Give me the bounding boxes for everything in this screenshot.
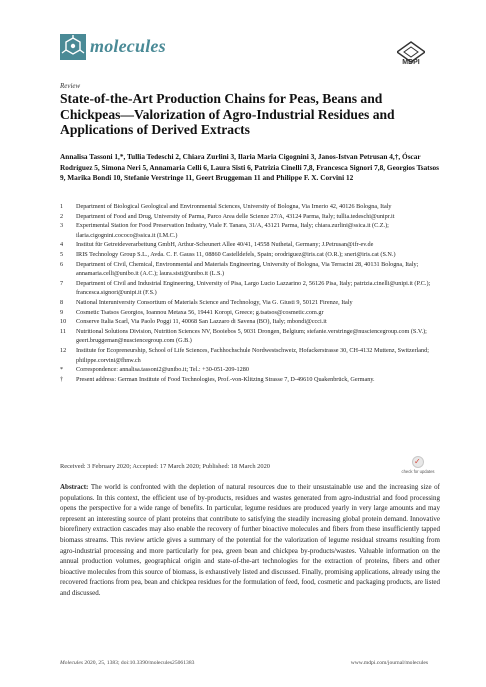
affiliation-list (60, 202, 446, 384)
correspondence-note: * Correspondence: annalisa.tassoni2@unibo.it; Tel.: +30-051-209-1280 (60, 366, 249, 374)
article-title: State-of-the-Art Production Chains for Peas, Beans and Chickpeas—Valorization of Agro-Industrial Residues and Applications of Derived Extracts (60, 91, 395, 138)
publication-dates: Received: 3 February 2020; Accepted: 17 March 2020; Published: 18 March 2020 (60, 463, 270, 470)
checkmark-icon: ✓ (414, 457, 421, 466)
abstract-label: Abstract: (60, 483, 89, 491)
affiliation-item: 4 Institut für Getreideverarbeitung GmbH, Arthur-Scheunert Allee 40/41, 14558 Nuthetal, Germany; J.Petrusan@ifr-ev.de (60, 241, 374, 249)
molecules-logo-icon (60, 34, 86, 60)
affiliation-item: 11 Nutritional Solutions Division, Nutrition Sciences NV, Booiebos 5, 9031 Drongen, Belgium; stefanie.verstringe@nusciencegroup.com (S.V.); geert.bruggeman@nusciencegroup.com (G.B.) (60, 327, 427, 345)
updates-label: check for updates (401, 469, 435, 474)
abstract-text: The world is confronted with the depletion of natural resources due to their unsustainable use and the increasing size of populations. In this context, the efficient use of by-products, residues and wastes generated from agro-industrial and food processing opens the perspective for a wide range of benefits. In particular, legume residues are produced yearly in very large amounts and may represent an interesting source of plant proteins that contribute to satisfying the steadily increasing global protein demand. Innovative biorefinery extraction cascades may also enable the recovery of further bioactive molecules and fibers from these insufficiently tapped biomass streams. This review article gives a summary of the potential for the valorization of legume residual streams resulting from agro-industrial processing and more particularly for pea, green bean and chickpea by-products/wastes. Valuable information on the annual production volumes, geographical origin and state-of-the-art technologies for the extraction of proteins, fibers and other bioactive molecules from this source of biomass, is exhaustively listed and discussed. Finally, promising applications, already using the recovered fractions from pea, bean and chickpea residues for the formulation of feed, food, cosmetic and packaging products, are listed and discussed. (60, 483, 440, 597)
citation-details: 2020, 25, 1383; doi:10.3390/molecules25061383 (84, 660, 195, 666)
citation-journal: Molecules (60, 660, 83, 666)
present-address-note: † Present address: German Institute of Food Technologies, Prof.-von-Klitzing Strasse 7, D-49610 Quakenbrück, Germany. (60, 375, 375, 383)
footer-citation (60, 660, 194, 666)
journal-name: molecules (90, 36, 166, 56)
article-type: Review (60, 82, 81, 90)
affiliation-item: 1 Department of Biological Geological and Environmental Sciences, University of Bologna, Via Irnerio 42, 40126 Bologna, Italy (60, 203, 392, 210)
affiliation-item: 6 Department of Civil, Chemical, Environmental and Materials Engineering, University of Bologna, Via Terracini 28, 40131 Bologna, Italy; annamaria.celli@unibo.it (A.C.); laura.sisti@unibo.it (L.S.) (60, 260, 419, 278)
affiliation-item: 8 National Interuniversity Consortium of Materials Science and Technology, Via G. Giusti 9, 50121 Firenze, Italy (60, 298, 353, 306)
journal-header (60, 34, 430, 68)
affiliation-item: 7 Department of Civil and Industrial Engineering, University of Pisa, Largo Lucio Lazzarino 2, 56126 Pisa, Italy; patrizia.cinelli@unipi.it (P.C.); francesca.signori@unipi.it (F.S.) (60, 279, 431, 297)
affiliation-item: 2 Department of Food and Drug, University of Parma, Parco Area delle Scienze 27/A, 43124 Parma, Italy; tullia.tedeschi@unipr.it (60, 212, 395, 220)
affiliation-item: 5 IRIS Technology Group S.L., Avda. C. F. Gauss 11, 08860 Castelldefels, Spain; orodriguez@iris.cat (O.R.); sneri@iris.cat (S.N.) (60, 250, 396, 258)
affiliation-item: 9 Cosmetic Tsatsos Georgios, Ioannou Metaxa 56, 19441 Koropi, Greece; g.tsatsos@cosmetic.com.gr (60, 308, 324, 316)
affiliation-item: 12 Institute for Ecopreneurship, School of Life Sciences, Fachhochschule Nordwestschweiz, Hofackerstrasse 30, CH-4132 Muttenz, Switzerland; philippe.corvini@fhnw.ch (60, 346, 429, 364)
author-list: Annalisa Tassoni 1,*, Tullia Tedeschi 2, Chiara Zurlini 3, Ilaria Maria Cigognini 3, Janos-Istvan Petrusan 4,†, Óscar Rodríguez 5, Simona Neri 5, Annamaria Celli 6, Laura Sisti 6, Patrizia Cinelli 7,8, Francesca Signori 7,8, Georgios Tsatsos 9, Marika Bondi 10, Stefanie Verstringe 11, Geert Bruggeman 11 and Philippe F. X. Corvini 12 (60, 152, 440, 182)
check-for-updates-badge[interactable] (400, 456, 436, 482)
affiliation-item: 10 Conserve Italia Scarl, Via Paolo Poggi 11, 40068 San Lazzaro di Savena (BO), Italy; mbondi@ccci.it (60, 318, 327, 326)
affiliation-item: 3 Experimental Station for Food Preservation Industry, Viale F. Tanara, 31/A, 43121 Parma, Italy; chiara.zurlini@ssica.it (C.Z.); ilaria.cigognini.cococo@ssica.it (I.M.C.) (60, 222, 389, 239)
publisher-name: MDPI (402, 59, 420, 66)
journal-url-link[interactable]: www.mdpi.com/journal/molecules (350, 660, 428, 666)
abstract (60, 482, 440, 599)
